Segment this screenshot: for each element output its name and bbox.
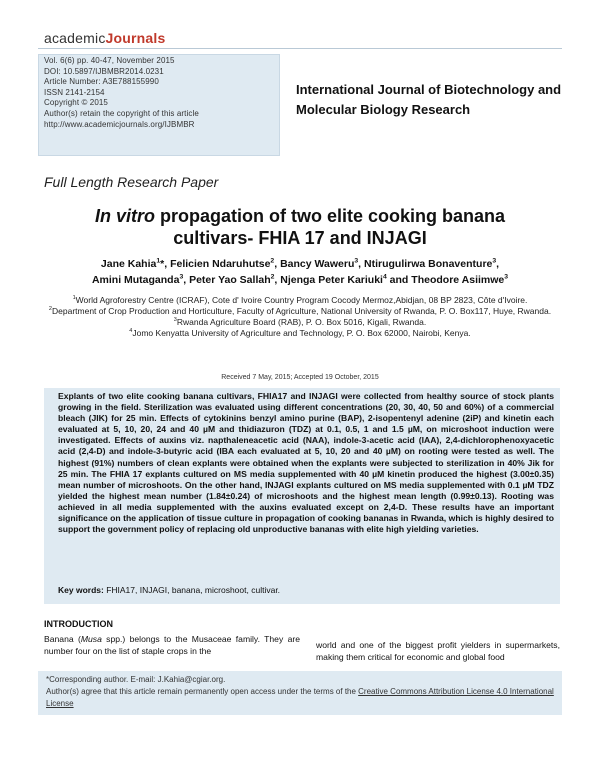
author-name: Njenga Peter Kariuki	[280, 274, 383, 286]
affiliation: $^1$World Agroforestry Centre (ICRAF), Cote d' Ivoire Country Program Cocody Mermoz,Abidjan, 08 BP 2823, Côte d'Ivoire.	[72, 295, 528, 305]
affiliation: $^4$Jomo Kenyatta University of Agriculture and Technology, P. O. Box 62000, Nairobi, Kenya.	[129, 328, 471, 338]
article-number-line: Article Number: A3E788155990	[44, 77, 159, 87]
affiliations	[40, 295, 560, 339]
volume-line: Vol. 6(6) pp. 40-47, November 2015	[44, 56, 175, 65]
author-line-2: Amini Mutaganda$^3$, Peter Yao Sallah$^2$, Njenga Peter Kariuki$^4$ and Theodore Asiimwe$^3$	[91, 273, 509, 286]
author-line-1: Jane Kahia$^1$*, Felicien Ndaruhutse$^2$, Bancy Waweru$^3$, Ntirugulirwa Bonaventure$^3$,	[100, 257, 500, 270]
intro-column-left: Banana (Musa spp.) belongs to the Musaceae family. They are number four on the list of staple crops in the	[44, 634, 300, 656]
author-name: Peter Yao Sallah	[189, 274, 271, 286]
keywords: Key words: FHIA17, INJAGI, banana, microshoot, cultivar.	[58, 585, 281, 595]
abstract-text: Explants of two elite cooking banana cultivars, FHIA17 and INJAGI were collected from healthy source of stock plants growing in the field. Sterilization was evaluated using different concentrations (20, 30, 40, 50 and 60%) of a commercial bleach (JIK) for 25 min. Effects of cytokinins benzyl amino purine (BAP), 2-isopentenyl adenine (2iP) and kinetin each evaluated at 5, 10, 20, 24 and 40 µM and thidiazuron (TDZ) at 0.1, 0.5, 1 and 1.5 µM, on microshoot induction were investigated. Effects of auxins viz. napthaleneacetic acid (NAA), indole-3-acetic acid (IAA), 2,4-dichlorophenoxyacetic acid (2,4-D) and indole-3-butyric acid (IBA each evaluated at 5, 10, 20 and 40 µM) on rooting were tested as well. The highest (91%) numbers of clean explants were obtained when the explants were subjected to sterilization in 40% Jik for 25 min. The FHIA 17 explants cultured on MS media supplemented with 40 µM kinetin produced the highest (3.00±0.35) mean number of microshoots. On the other hand, INJAGI explants cultured on MS media supplemented with 0.1 µM TDZ yielded the highest mean number (1.84±0.24) of microshoots and the highest mean length (0.99±0.13). Rooting was achieved in all media supplemented with the auxins evaluated except on 2,4-D. These results have an important significance on the application of tissue culture in propagation of cooking bananas in Rwanda, which is highly desired to support the government policy of replacing old unproductive bananas with elite high yielding varieties.	[58, 391, 554, 535]
header-divider	[38, 48, 562, 49]
footnote	[46, 674, 556, 710]
affiliation: $^2$Department of Crop Production and Horticulture, Faculty of Agriculture, National University of Rwanda, P. O. Box117, Huye, Rwanda.	[48, 306, 552, 316]
author-name: Ntirugulirwa Bonaventure	[364, 258, 493, 270]
license-link[interactable]: Creative Commons Attribution License 4.0 International License	[46, 687, 554, 708]
author-name: Amini Mutaganda	[91, 274, 180, 286]
introduction-heading: INTRODUCTION	[44, 619, 113, 629]
journal-name: International Journal of Biotechnology and Molecular Biology Research	[296, 82, 562, 117]
paper-type: Full Length Research Paper	[44, 174, 219, 190]
author-list	[40, 256, 560, 288]
license-note: Author(s) agree that this article remain permanently open access under the terms of the Creative Commons Attribution License 4.0 International License	[46, 687, 554, 708]
intro-column-right: world and one of the biggest profit yielders in supermarkets, making them critical for economic and global food	[316, 640, 560, 662]
author-name: Theodore Asiimwe	[411, 274, 505, 286]
author-name: Felicien Ndaruhutse	[170, 258, 271, 270]
author-name: Bancy Waweru	[280, 258, 355, 270]
copyright-line: Copyright © 2015	[44, 98, 108, 108]
issn-line: ISSN 2141-2154	[44, 87, 105, 97]
doi-line: DOI: 10.5897/IJBMBR2014.0231	[44, 66, 164, 76]
paper-title: In vitro propagation of two elite cooking banana cultivars- FHIA 17 and INJAGI	[94, 206, 506, 248]
copyright-note-line: Author(s) retain the copyright of this article	[44, 108, 199, 118]
author-name: Jane Kahia	[100, 258, 157, 270]
received-accepted-dates: Received 7 May, 2015; Accepted 19 October, 2015	[221, 374, 379, 381]
publisher-logo: academicJournals	[44, 30, 166, 46]
article-info	[44, 56, 199, 130]
affiliation: $^3$Rwanda Agriculture Board (RAB), P. O. Box 5016, Kigali, Rwanda.	[173, 317, 427, 327]
corresponding-author: *Corresponding author. E-mail: J.Kahia@cgiar.org.	[46, 675, 226, 684]
journal-url-link[interactable]: http://www.academicjournals.org/IJBMBR	[44, 119, 195, 129]
